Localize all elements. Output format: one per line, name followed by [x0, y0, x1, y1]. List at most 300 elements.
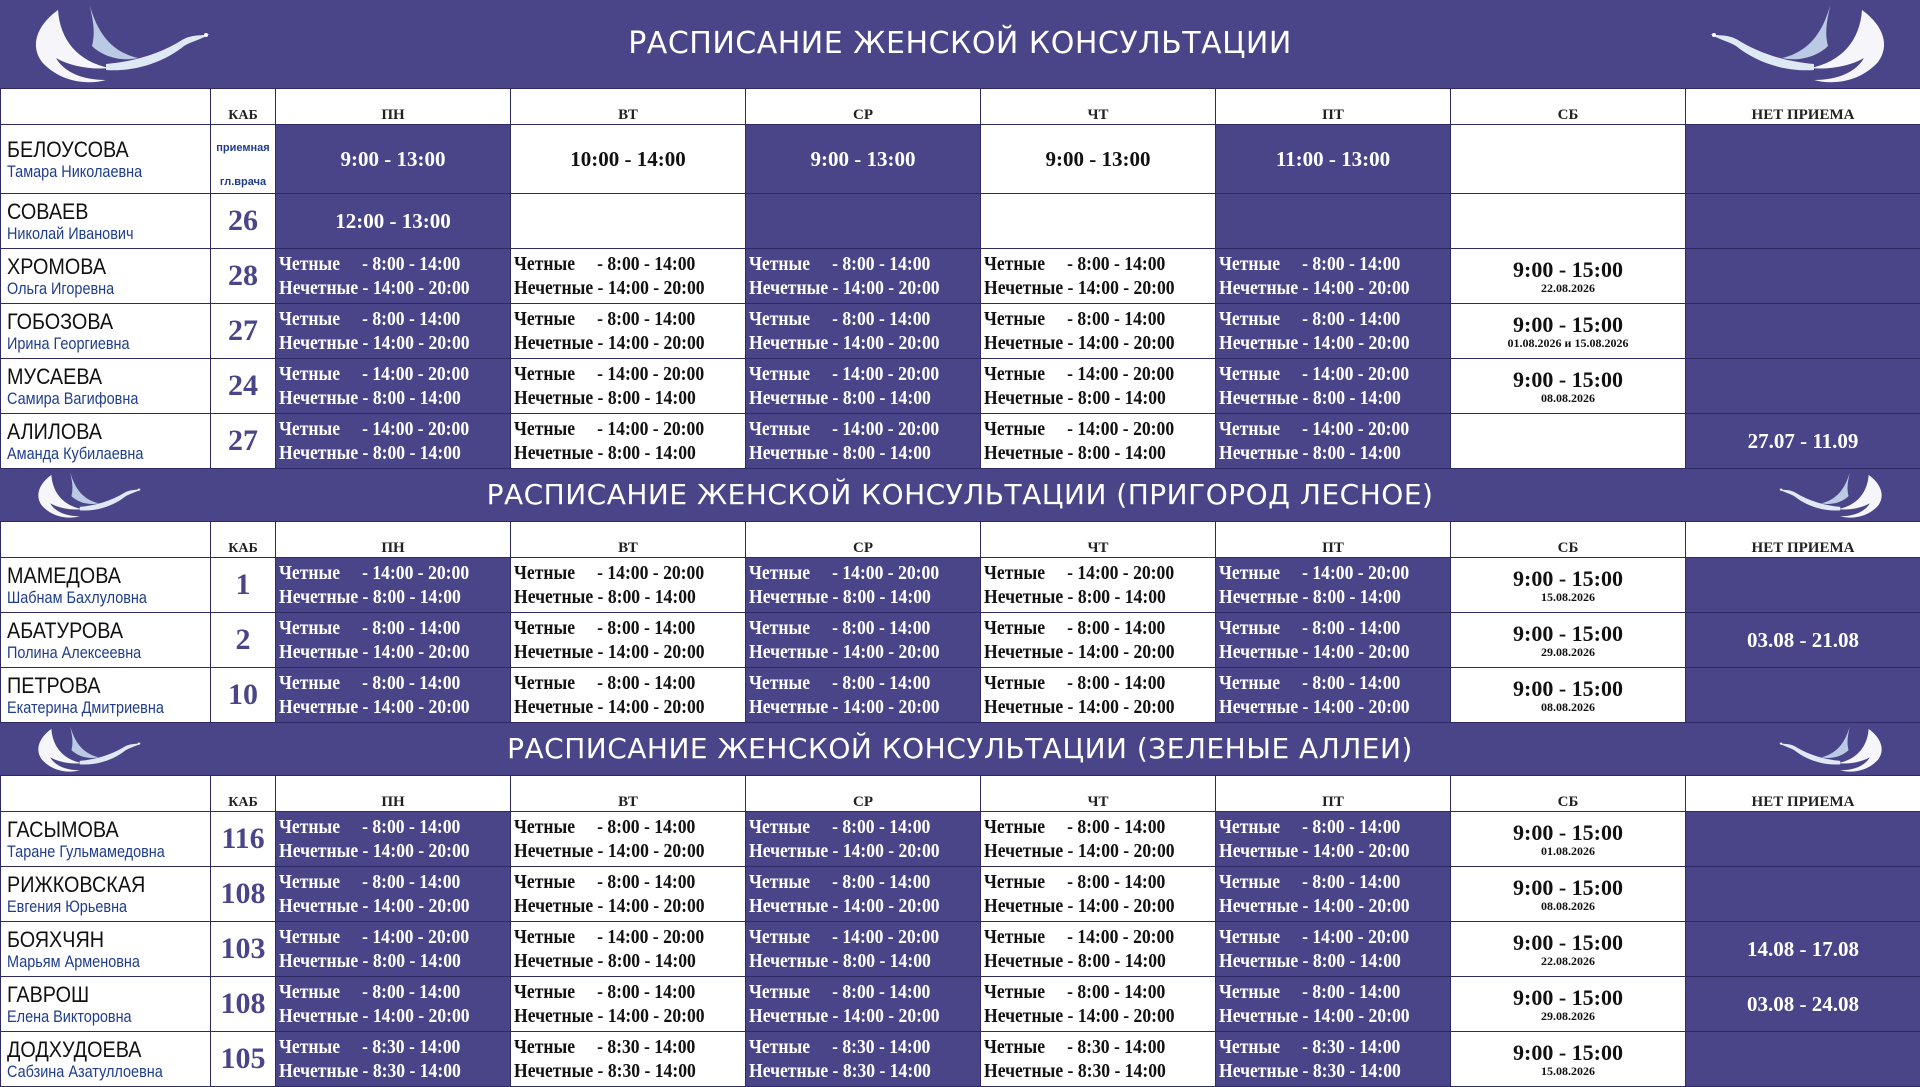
odd-time: 8:00 - 14:00 [843, 387, 931, 409]
odd-time: 8:00 - 14:00 [843, 586, 931, 608]
odd-time: 8:00 - 14:00 [373, 387, 461, 409]
header-tue: ВТ [511, 776, 746, 812]
saturday-time: 9:00 - 15:00 [1451, 258, 1685, 282]
odd-week-line: Нечетные - 14:00 - 20:00 [514, 331, 715, 355]
odd-week-line: Нечетные - 8:00 - 14:00 [279, 386, 480, 410]
doctor-surname: АБАТУРОВА [7, 619, 190, 643]
even-week-line: Четные - 14:00 - 20:00 [749, 362, 950, 386]
even-label: Четные [984, 418, 1045, 440]
cabinet-label: 2 [236, 623, 251, 656]
doctor-surname: МАМЕДОВА [7, 564, 190, 588]
cabinet-number [211, 812, 276, 867]
even-label: Четные [279, 871, 340, 893]
doctor-surname: ПЕТРОВА [7, 674, 190, 698]
odd-label: Нечетные [1219, 387, 1298, 409]
odd-label: Нечетные [1219, 586, 1298, 608]
even-week-line: Четные - 14:00 - 20:00 [1219, 925, 1420, 949]
even-time: 8:00 - 14:00 [1077, 617, 1165, 639]
even-time: 8:00 - 14:00 [372, 617, 460, 639]
even-label: Четные [984, 363, 1045, 385]
even-time: 8:00 - 14:00 [607, 253, 695, 275]
even-label: Четные [1219, 363, 1280, 385]
day-slot [981, 359, 1216, 414]
odd-time: 8:00 - 14:00 [1078, 950, 1166, 972]
doctor-name-cell [1, 414, 211, 469]
even-time: 8:00 - 14:00 [1312, 308, 1400, 330]
odd-time: 14:00 - 20:00 [1313, 895, 1410, 917]
even-label: Четные [1219, 926, 1280, 948]
even-week-line: Четные - 8:00 - 14:00 [984, 870, 1185, 894]
even-label: Четные [749, 816, 810, 838]
even-time: 14:00 - 20:00 [372, 926, 469, 948]
day-slot [276, 668, 511, 723]
header-wed: СР [746, 776, 981, 812]
even-week-line: Четные - 8:00 - 14:00 [514, 815, 715, 839]
stork-bird-icon [1752, 469, 1912, 521]
odd-label: Нечетные [514, 586, 593, 608]
even-time: 14:00 - 20:00 [1312, 418, 1409, 440]
odd-time: 14:00 - 20:00 [843, 641, 940, 663]
odd-label: Нечетные [984, 1060, 1063, 1082]
section-banner [0, 723, 1920, 775]
odd-time: 14:00 - 20:00 [608, 696, 705, 718]
day-slot [1216, 613, 1451, 668]
doctor-row [1, 812, 1920, 867]
odd-week-line: Нечетные - 14:00 - 20:00 [279, 695, 480, 719]
header-cab: КАБ [211, 776, 276, 812]
odd-time: 8:00 - 14:00 [608, 586, 696, 608]
day-slot [981, 304, 1216, 359]
cabinet-label: 26 [228, 204, 258, 237]
odd-label: Нечетные [984, 696, 1063, 718]
odd-label: Нечетные [749, 696, 828, 718]
even-time: 8:30 - 14:00 [372, 1036, 460, 1058]
odd-label: Нечетные [514, 387, 593, 409]
day-slot [1216, 977, 1451, 1032]
odd-label: Нечетные [279, 895, 358, 917]
doctor-row [1, 922, 1920, 977]
odd-label: Нечетные [1219, 277, 1298, 299]
even-time: 8:00 - 14:00 [842, 981, 930, 1003]
odd-label: Нечетные [1219, 332, 1298, 354]
day-slot [276, 1032, 511, 1087]
day-slot [511, 867, 746, 922]
cabinet-label: 108 [221, 987, 266, 1020]
even-time: 8:00 - 14:00 [1077, 308, 1165, 330]
even-week-line: Четные - 8:00 - 14:00 [1219, 815, 1420, 839]
even-label: Четные [749, 562, 810, 584]
stork-bird-icon [1700, 0, 1900, 88]
odd-week-line: Нечетные - 8:30 - 14:00 [279, 1059, 480, 1083]
odd-label: Нечетные [279, 950, 358, 972]
even-label: Четные [279, 617, 340, 639]
saturday-cell [1451, 194, 1686, 249]
no-appointment-cell: 03.08 - 24.08 [1686, 977, 1920, 1032]
even-time: 8:00 - 14:00 [1077, 816, 1165, 838]
odd-week-line: Нечетные - 8:00 - 14:00 [514, 585, 715, 609]
odd-week-line: Нечетные - 14:00 - 20:00 [749, 276, 950, 300]
odd-time: 14:00 - 20:00 [1313, 840, 1410, 862]
odd-week-line: Нечетные - 14:00 - 20:00 [984, 331, 1185, 355]
odd-week-line: Нечетные - 8:00 - 14:00 [749, 585, 950, 609]
odd-time: 8:00 - 14:00 [1313, 950, 1401, 972]
odd-label: Нечетные [514, 1005, 593, 1027]
odd-week-line: Нечетные - 14:00 - 20:00 [514, 839, 715, 863]
even-label: Четные [279, 1036, 340, 1058]
odd-time: 8:00 - 14:00 [843, 442, 931, 464]
header-empty [1, 89, 211, 125]
even-time: 14:00 - 20:00 [1077, 562, 1174, 584]
doctor-row [1, 304, 1920, 359]
doctor-surname: ГАВРОШ [7, 983, 190, 1007]
odd-week-line: Нечетные - 14:00 - 20:00 [984, 695, 1185, 719]
even-week-line: Четные - 8:00 - 14:00 [279, 815, 480, 839]
even-label: Четные [749, 672, 810, 694]
odd-label: Нечетные [514, 277, 593, 299]
even-label: Четные [514, 253, 575, 275]
saturday-time: 9:00 - 15:00 [1451, 368, 1685, 392]
even-week-line: Четные - 8:00 - 14:00 [514, 307, 715, 331]
even-time: 14:00 - 20:00 [607, 418, 704, 440]
even-time: 8:00 - 14:00 [607, 617, 695, 639]
day-slot [511, 414, 746, 469]
odd-week-line: Нечетные - 8:00 - 14:00 [984, 585, 1185, 609]
odd-week-line: Нечетные - 14:00 - 20:00 [984, 894, 1185, 918]
doctor-name-cell [1, 304, 211, 359]
odd-week-line: Нечетные - 8:00 - 14:00 [514, 949, 715, 973]
odd-label: Нечетные [1219, 1005, 1298, 1027]
no-appointment-cell [1686, 558, 1920, 613]
odd-time: 8:00 - 14:00 [373, 586, 461, 608]
odd-label: Нечетные [279, 387, 358, 409]
doctor-name-cell [1, 977, 211, 1032]
cabinet-label: 28 [228, 259, 258, 292]
header-thu: ЧТ [981, 776, 1216, 812]
odd-label: Нечетные [279, 696, 358, 718]
section-title: РАСПИСАНИЕ ЖЕНСКОЙ КОНСУЛЬТАЦИИ (ЗЕЛЕНЫЕ АЛЛЕИ) [507, 723, 1413, 775]
even-time: 8:00 - 14:00 [842, 617, 930, 639]
even-time: 8:00 - 14:00 [607, 871, 695, 893]
day-slot [276, 304, 511, 359]
even-time: 8:00 - 14:00 [1312, 253, 1400, 275]
odd-label: Нечетные [279, 586, 358, 608]
doctor-name-cell [1, 249, 211, 304]
even-week-line: Четные - 8:30 - 14:00 [279, 1035, 480, 1059]
even-time: 8:00 - 14:00 [1312, 617, 1400, 639]
saturday-time: 9:00 - 15:00 [1451, 313, 1685, 337]
day-slot: 9:00 - 13:00 [981, 125, 1216, 194]
even-week-line: Четные - 14:00 - 20:00 [1219, 362, 1420, 386]
even-time: 8:30 - 14:00 [607, 1036, 695, 1058]
odd-time: 8:00 - 14:00 [1078, 586, 1166, 608]
even-label: Четные [1219, 308, 1280, 330]
day-slot [1216, 1032, 1451, 1087]
cabinet-number [211, 613, 276, 668]
day-slot [511, 304, 746, 359]
odd-time: 8:30 - 14:00 [1078, 1060, 1166, 1082]
odd-week-line: Нечетные - 14:00 - 20:00 [749, 839, 950, 863]
even-label: Четные [984, 672, 1045, 694]
odd-label: Нечетные [749, 950, 828, 972]
even-week-line: Четные - 14:00 - 20:00 [984, 925, 1185, 949]
even-time: 14:00 - 20:00 [842, 418, 939, 440]
even-week-line: Четные - 8:00 - 14:00 [1219, 671, 1420, 695]
odd-week-line: Нечетные - 14:00 - 20:00 [1219, 640, 1420, 664]
even-label: Четные [1219, 816, 1280, 838]
even-week-line: Четные - 14:00 - 20:00 [749, 925, 950, 949]
odd-label: Нечетные [279, 1060, 358, 1082]
odd-time: 14:00 - 20:00 [843, 895, 940, 917]
odd-label: Нечетные [514, 1060, 593, 1082]
even-time: 8:00 - 14:00 [1312, 981, 1400, 1003]
even-label: Четные [514, 981, 575, 1003]
even-week-line: Четные - 14:00 - 20:00 [514, 417, 715, 441]
doctor-row [1, 867, 1920, 922]
doctor-given-name: Ирина Георгиевна [7, 334, 180, 353]
even-week-line: Четные - 8:00 - 14:00 [279, 980, 480, 1004]
even-label: Четные [749, 617, 810, 639]
day-slot [1216, 668, 1451, 723]
odd-week-line: Нечетные - 14:00 - 20:00 [279, 894, 480, 918]
day-slot [511, 1032, 746, 1087]
even-label: Четные [749, 1036, 810, 1058]
day-slot: 9:00 - 13:00 [276, 125, 511, 194]
odd-time: 14:00 - 20:00 [608, 1005, 705, 1027]
odd-time: 14:00 - 20:00 [843, 696, 940, 718]
day-slot [981, 249, 1216, 304]
even-week-line: Четные - 14:00 - 20:00 [279, 925, 480, 949]
odd-label: Нечетные [514, 840, 593, 862]
even-week-line: Четные - 8:00 - 14:00 [279, 616, 480, 640]
saturday-date: 01.08.2026 [1451, 845, 1685, 858]
odd-time: 14:00 - 20:00 [1313, 641, 1410, 663]
odd-week-line: Нечетные - 8:00 - 14:00 [749, 441, 950, 465]
header-sat: СБ [1451, 89, 1686, 125]
odd-label: Нечетные [1219, 950, 1298, 972]
odd-time: 14:00 - 20:00 [1078, 1005, 1175, 1027]
even-label: Четные [984, 308, 1045, 330]
odd-week-line: Нечетные - 8:00 - 14:00 [1219, 585, 1420, 609]
odd-week-line: Нечетные - 14:00 - 20:00 [1219, 331, 1420, 355]
even-label: Четные [749, 308, 810, 330]
even-time: 8:00 - 14:00 [1312, 816, 1400, 838]
odd-label: Нечетные [984, 277, 1063, 299]
odd-label: Нечетные [514, 332, 593, 354]
even-time: 8:30 - 14:00 [1312, 1036, 1400, 1058]
saturday-cell [1451, 304, 1686, 359]
cabinet-number [211, 977, 276, 1032]
odd-label: Нечетные [279, 1005, 358, 1027]
doctor-name-cell [1, 668, 211, 723]
no-appointment-cell [1686, 249, 1920, 304]
day-slot [746, 558, 981, 613]
even-week-line: Четные - 8:00 - 14:00 [749, 815, 950, 839]
even-week-line: Четные - 14:00 - 20:00 [514, 561, 715, 585]
doctor-given-name: Елена Викторовна [7, 1007, 180, 1026]
day-slot [981, 668, 1216, 723]
odd-label: Нечетные [514, 442, 593, 464]
day-slot [746, 977, 981, 1032]
even-label: Четные [984, 871, 1045, 893]
odd-time: 14:00 - 20:00 [843, 840, 940, 862]
even-label: Четные [514, 562, 575, 584]
odd-week-line: Нечетные - 14:00 - 20:00 [749, 695, 950, 719]
odd-time: 8:00 - 14:00 [843, 950, 931, 972]
no-appointment-cell [1686, 359, 1920, 414]
header-row [1, 89, 1920, 125]
schedule-table [0, 88, 1920, 469]
even-week-line: Четные - 8:30 - 14:00 [1219, 1035, 1420, 1059]
odd-week-line: Нечетные - 14:00 - 20:00 [514, 640, 715, 664]
odd-week-line: Нечетные - 14:00 - 20:00 [514, 894, 715, 918]
no-appointment-cell [1686, 1032, 1920, 1087]
odd-time: 8:00 - 14:00 [1313, 586, 1401, 608]
doctor-row [1, 1032, 1920, 1087]
doctor-name-cell [1, 125, 211, 194]
day-slot [276, 977, 511, 1032]
even-time: 8:00 - 14:00 [372, 672, 460, 694]
doctor-surname: РИЖКОВСКАЯ [7, 873, 190, 897]
doctor-row [1, 977, 1920, 1032]
odd-label: Нечетные [749, 332, 828, 354]
saturday-time: 9:00 - 15:00 [1451, 677, 1685, 701]
saturday-cell [1451, 558, 1686, 613]
even-time: 14:00 - 20:00 [842, 363, 939, 385]
even-time: 14:00 - 20:00 [1077, 363, 1174, 385]
section-banner [0, 469, 1920, 521]
day-slot [276, 867, 511, 922]
odd-time: 14:00 - 20:00 [608, 277, 705, 299]
day-slot [981, 977, 1216, 1032]
even-time: 14:00 - 20:00 [607, 363, 704, 385]
saturday-date: 15.08.2026 [1451, 1065, 1685, 1078]
even-week-line: Четные - 8:00 - 14:00 [279, 870, 480, 894]
cabinet-label: 10 [228, 678, 258, 711]
odd-time: 8:30 - 14:00 [608, 1060, 696, 1082]
saturday-time: 9:00 - 15:00 [1451, 1041, 1685, 1065]
cabinet-number [211, 359, 276, 414]
even-label: Четные [279, 981, 340, 1003]
odd-week-line: Нечетные - 8:00 - 14:00 [749, 949, 950, 973]
day-slot [1216, 812, 1451, 867]
even-label: Четные [279, 418, 340, 440]
cabinet-number [211, 194, 276, 249]
saturday-cell [1451, 812, 1686, 867]
odd-time: 14:00 - 20:00 [1078, 840, 1175, 862]
doctor-name-cell [1, 1032, 211, 1087]
odd-time: 8:00 - 14:00 [608, 950, 696, 972]
odd-label: Нечетные [984, 332, 1063, 354]
odd-label: Нечетные [279, 442, 358, 464]
odd-label: Нечетные [984, 387, 1063, 409]
day-slot [511, 359, 746, 414]
day-slot [746, 812, 981, 867]
even-week-line: Четные - 8:00 - 14:00 [1219, 870, 1420, 894]
day-slot [511, 668, 746, 723]
even-time: 14:00 - 20:00 [842, 926, 939, 948]
day-slot [746, 359, 981, 414]
doctor-row [1, 668, 1920, 723]
saturday-date: 29.08.2026 [1451, 646, 1685, 659]
cabinet-label: 108 [221, 877, 266, 910]
even-time: 14:00 - 20:00 [842, 562, 939, 584]
odd-week-line: Нечетные - 14:00 - 20:00 [514, 276, 715, 300]
odd-label: Нечетные [514, 895, 593, 917]
doctor-surname: МУСАЕВА [7, 365, 190, 389]
day-slot [276, 249, 511, 304]
doctor-given-name: Екатерина Дмитриевна [7, 698, 180, 717]
odd-time: 14:00 - 20:00 [608, 332, 705, 354]
odd-time: 14:00 - 20:00 [1078, 641, 1175, 663]
even-time: 14:00 - 20:00 [1077, 926, 1174, 948]
header-row [1, 776, 1920, 812]
cabinet-number [211, 668, 276, 723]
day-slot [1216, 194, 1451, 249]
header-mon: ПН [276, 522, 511, 558]
doctor-given-name: Николай Иванович [7, 224, 180, 243]
even-time: 8:00 - 14:00 [842, 308, 930, 330]
odd-week-line: Нечетные - 14:00 - 20:00 [984, 640, 1185, 664]
even-time: 14:00 - 20:00 [372, 562, 469, 584]
odd-time: 14:00 - 20:00 [843, 332, 940, 354]
odd-week-line: Нечетные - 8:00 - 14:00 [514, 441, 715, 465]
odd-week-line: Нечетные - 14:00 - 20:00 [279, 331, 480, 355]
odd-time: 14:00 - 20:00 [1313, 696, 1410, 718]
doctor-row [1, 194, 1920, 249]
header-wed: СР [746, 522, 981, 558]
even-label: Четные [279, 363, 340, 385]
header-mon: ПН [276, 89, 511, 125]
odd-time: 8:00 - 14:00 [608, 387, 696, 409]
no-appointment-cell: 03.08 - 21.08 [1686, 613, 1920, 668]
day-slot [511, 812, 746, 867]
odd-week-line: Нечетные - 14:00 - 20:00 [1219, 1004, 1420, 1028]
doctor-name-cell [1, 359, 211, 414]
odd-time: 14:00 - 20:00 [1313, 277, 1410, 299]
doctor-given-name: Самира Вагифовна [7, 389, 180, 408]
odd-time: 14:00 - 20:00 [373, 895, 470, 917]
odd-week-line: Нечетные - 8:00 - 14:00 [984, 949, 1185, 973]
odd-time: 8:30 - 14:00 [1313, 1060, 1401, 1082]
odd-week-line: Нечетные - 8:30 - 14:00 [1219, 1059, 1420, 1083]
cabinet-number [211, 558, 276, 613]
even-label: Четные [279, 308, 340, 330]
odd-label: Нечетные [984, 586, 1063, 608]
day-slot [1216, 359, 1451, 414]
even-time: 8:00 - 14:00 [1312, 672, 1400, 694]
odd-time: 8:30 - 14:00 [373, 1060, 461, 1082]
odd-time: 8:00 - 14:00 [1078, 387, 1166, 409]
doctor-name-cell [1, 812, 211, 867]
odd-week-line: Нечетные - 8:00 - 14:00 [1219, 386, 1420, 410]
saturday-cell [1451, 414, 1686, 469]
odd-week-line: Нечетные - 8:30 - 14:00 [749, 1059, 950, 1083]
day-slot [276, 812, 511, 867]
day-slot [746, 194, 981, 249]
doctor-given-name: Шабнам Бахлуловна [7, 588, 180, 607]
even-time: 8:00 - 14:00 [372, 871, 460, 893]
odd-label: Нечетные [984, 1005, 1063, 1027]
day-slot [1216, 558, 1451, 613]
even-time: 8:00 - 14:00 [607, 672, 695, 694]
even-week-line: Четные - 14:00 - 20:00 [984, 561, 1185, 585]
odd-week-line: Нечетные - 8:00 - 14:00 [514, 386, 715, 410]
odd-week-line: Нечетные - 14:00 - 20:00 [279, 640, 480, 664]
doctor-name-cell [1, 922, 211, 977]
doctor-row [1, 125, 1920, 194]
doctor-row [1, 613, 1920, 668]
odd-week-line: Нечетные - 14:00 - 20:00 [1219, 839, 1420, 863]
